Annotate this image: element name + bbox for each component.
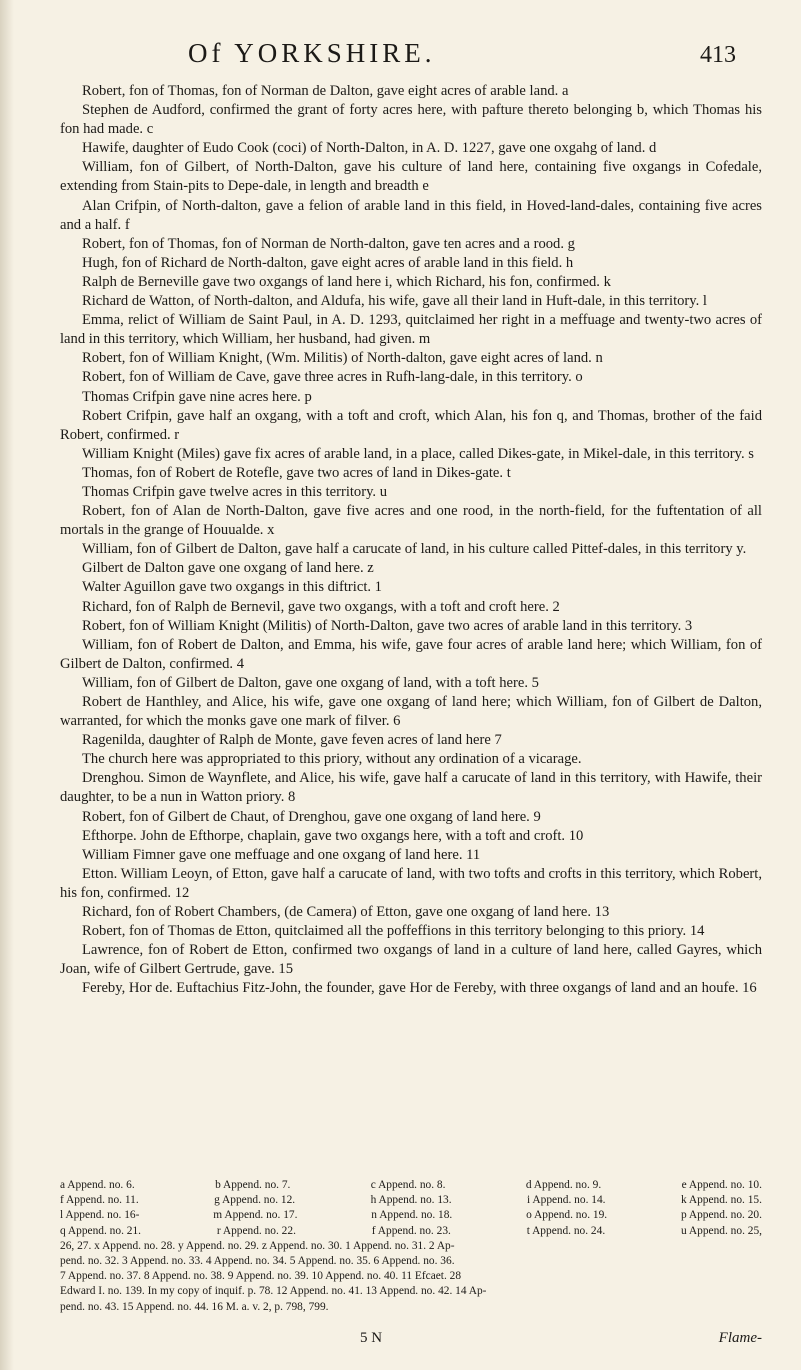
footnote: e Append. no. 10. xyxy=(681,1179,762,1191)
entry-32: William Fimner gave one meffuage and one oxgang of land here. 11 xyxy=(82,846,481,863)
footnote: n Append. no. 18. xyxy=(371,1209,453,1222)
entry-29: Drenghou. Simon de Waynflete, and Alice, his wife, gave half a carucate of land in this territory, with Hawife, their daughter, to be a nun in Watton priory. 8 xyxy=(60,770,762,806)
entry-34: Richard, fon of Robert Chambers, (de Camera) of Etton, gave one oxgang of land here. 13 xyxy=(82,904,610,921)
footnote: t Append. no. 24. xyxy=(526,1224,606,1237)
catchword: Flame- xyxy=(718,1330,762,1346)
footnote: q Append. no. 21. xyxy=(60,1224,141,1237)
page-title: Of YORKSHIRE. xyxy=(188,38,436,68)
footnote: g Append. no. 12. xyxy=(214,1194,296,1207)
footnote-line: 7 Append. no. 37. 8 Append. no. 38. 9 Append. no. 39. 10 Append. no. 40. 11 Efcaet. 28 xyxy=(60,1270,462,1283)
entry-22: Richard, fon of Ralph de Bernevil, gave two oxgangs, with a toft and croft here. 2 xyxy=(82,598,560,615)
footnote: f Append. no. 11. xyxy=(60,1194,139,1207)
footnote: b Append. no. 7. xyxy=(215,1179,291,1191)
footnote-row xyxy=(60,1224,762,1239)
footnote-line: Edward I. no. 139. In my copy of inquif. p. 78. 12 Append. no. 41. 13 Append. no. 42. 14 Ap- xyxy=(60,1285,487,1298)
entry-26: Robert de Hanthley, and Alice, his wife, gave one oxgang of land here; which William, fon of Gilbert de Dalton, warranted, for which the monks gave one mark of filver. 6 xyxy=(60,694,762,730)
running-header xyxy=(60,38,760,78)
entry-37: Fereby, Hor de. Euftachius Fitz-John, the founder, gave Hor de Fereby, with three oxgangs of land and an houfe. 16 xyxy=(82,980,757,997)
footnote: o Append. no. 19. xyxy=(526,1209,608,1222)
entry-28: The church here was appropriated to this priory, without any ordination of a vicarage. xyxy=(82,751,582,768)
entry-3: Hawife, daughter of Eudo Cook (coci) of North-Dalton, in A. D. 1227, gave one oxgahg of land. d xyxy=(82,140,657,157)
entry-10: Emma, relict of William de Saint Paul, in A. D. 1293, quitclaimed her right in a meffuage and twenty-two acres of land in this territory, which William, her husband, had given. m xyxy=(60,312,762,348)
entry-7: Hugh, fon of Richard de North-dalton, gave eight acres of arable land in this field. h xyxy=(82,254,574,271)
entry-27: Ragenilda, daughter of Ralph de Monte, gave feven acres of land here 7 xyxy=(82,732,502,749)
entry-33: Etton. William Leoyn, of Etton, gave half a carucate of land, with two tofts and crofts in this territory, which Robert, his fon, confirmed. 12 xyxy=(60,865,762,901)
entry-2: Stephen de Audford, confirmed the grant of forty acres here, with pafture thereto belonging b, which Thomas his fon had made. c xyxy=(60,102,762,138)
entry-15: William Knight (Miles) gave fix acres of arable land, in a place, called Dikes-gate, in Mikel-dale, in this territory. s xyxy=(82,445,754,462)
main-text xyxy=(60,82,762,999)
footnote: u Append. no. 25, xyxy=(681,1224,762,1237)
footnote-row xyxy=(60,1178,762,1193)
entry-24: William, fon of Robert de Dalton, and Emma, his wife, gave four acres of arable land here; which William, fon of Gilbert de Dalton, confirmed. 4 xyxy=(60,636,762,672)
entry-21: Walter Aguillon gave two oxgangs in this diftrict. 1 xyxy=(82,579,382,596)
footnote-line: pend. no. 32. 3 Append. no. 33. 4 Append. no. 34. 5 Append. no. 35. 6 Append. no. 36. xyxy=(60,1255,455,1268)
footnote: a Append. no. 6. xyxy=(60,1179,135,1191)
entry-12: Robert, fon of William de Cave, gave three acres in Rufh-lang-dale, in this territory. o xyxy=(82,369,583,386)
footnote: m Append. no. 17. xyxy=(213,1209,298,1222)
entry-11: Robert, fon of William Knight, (Wm. Militis) of North-dalton, gave eight acres of land. n xyxy=(82,350,603,367)
footnote: c Append. no. 8. xyxy=(370,1179,446,1191)
footnote: f Append. no. 23. xyxy=(371,1224,451,1237)
entry-36: Lawrence, fon of Robert de Etton, confirmed two oxgangs of land in a culture of land here, called Gayres, which Joan, wife of Gilbert Gertrude, gave. 15 xyxy=(60,942,762,978)
entry-13: Thomas Crifpin gave nine acres here. p xyxy=(82,388,312,405)
page-gutter xyxy=(0,0,14,1370)
footnote: k Append. no. 15. xyxy=(680,1194,762,1207)
entry-14: Robert Crifpin, gave half an oxgang, with a toft and croft, which Alan, his fon q, and Thomas, brother of the faid Robert, confirmed. r xyxy=(60,407,762,443)
footnote: r Append. no. 22. xyxy=(216,1224,296,1237)
signature-mark: 5 N xyxy=(360,1330,383,1346)
entry-31: Efthorpe. John de Efthorpe, chaplain, gave two oxgangs here, with a toft and croft. 10 xyxy=(82,827,584,844)
entry-18: Robert, fon of Alan de North-Dalton, gave five acres and one rood, in the north-field, for the fuftentation of all mortals in the grange of Houualde. x xyxy=(60,503,762,539)
entry-5: Alan Crifpin, of North-dalton, gave a felion of arable land in this field, in Hoved-land-dales, containing five acres and a half. f xyxy=(60,197,762,233)
entry-6: Robert, fon of Thomas, fon of Norman de North-dalton, gave ten acres and a rood. g xyxy=(82,235,575,252)
footnote-line: 26, 27. x Append. no. 28. y Append. no. 29. z Append. no. 30. 1 Append. no. 31. 2 Ap- xyxy=(60,1239,455,1252)
entry-23: Robert, fon of William Knight (Militis) of North-Dalton, gave two acres of arable land in this territory. 3 xyxy=(82,617,693,634)
entry-35: Robert, fon of Thomas de Etton, quitclaimed all the poffeffions in this territory belonging to this priory. 14 xyxy=(82,923,705,940)
footnote-line: pend. no. 43. 15 Append. no. 44. 16 M. a. v. 2, p. 798, 799. xyxy=(60,1300,329,1313)
footnote: d Append. no. 9. xyxy=(525,1179,602,1191)
footnote: i Append. no. 14. xyxy=(527,1194,606,1207)
entry-4: William, fon of Gilbert, of North-Dalton, gave his culture of land here, containing five oxgangs in Cofedale, extending from Stain-pits to Depe-dale, in length and breadth e xyxy=(60,159,762,195)
footnotes xyxy=(60,1178,762,1315)
entry-16: Thomas, fon of Robert de Rotefle, gave two acres of land in Dikes-gate. t xyxy=(82,464,511,481)
entry-17: Thomas Crifpin gave twelve acres in this territory. u xyxy=(82,483,388,500)
footnote-row xyxy=(60,1193,762,1208)
entry-25: William, fon of Gilbert de Dalton, gave one oxgang of land, with a toft here. 5 xyxy=(82,674,539,691)
footnote: h Append. no. 13. xyxy=(370,1194,452,1207)
entry-1: Robert, fon of Thomas, fon of Norman de Dalton, gave eight acres of arable land. a xyxy=(82,83,569,99)
entry-20: Gilbert de Dalton gave one oxgang of land here. z xyxy=(82,560,374,577)
page-footer xyxy=(60,1330,762,1352)
entry-19: William, fon of Gilbert de Dalton, gave half a carucate of land, in his culture called Pittef-dales, in this territory y. xyxy=(82,541,747,558)
page-number: 413 xyxy=(700,42,736,68)
entry-8: Ralph de Berneville gave two oxgangs of land here i, which Richard, his fon, confirmed. k xyxy=(82,273,611,290)
footnote-row xyxy=(60,1208,762,1223)
footnote: p Append. no. 20. xyxy=(680,1209,762,1222)
entry-9: Richard de Watton, of North-dalton, and Aldufa, his wife, gave all their land in Huft-dale, in this territory. l xyxy=(82,293,707,310)
entry-30: Robert, fon of Gilbert de Chaut, of Drenghou, gave one oxgang of land here. 9 xyxy=(82,808,541,825)
footnote: l Append. no. 16- xyxy=(60,1209,140,1222)
